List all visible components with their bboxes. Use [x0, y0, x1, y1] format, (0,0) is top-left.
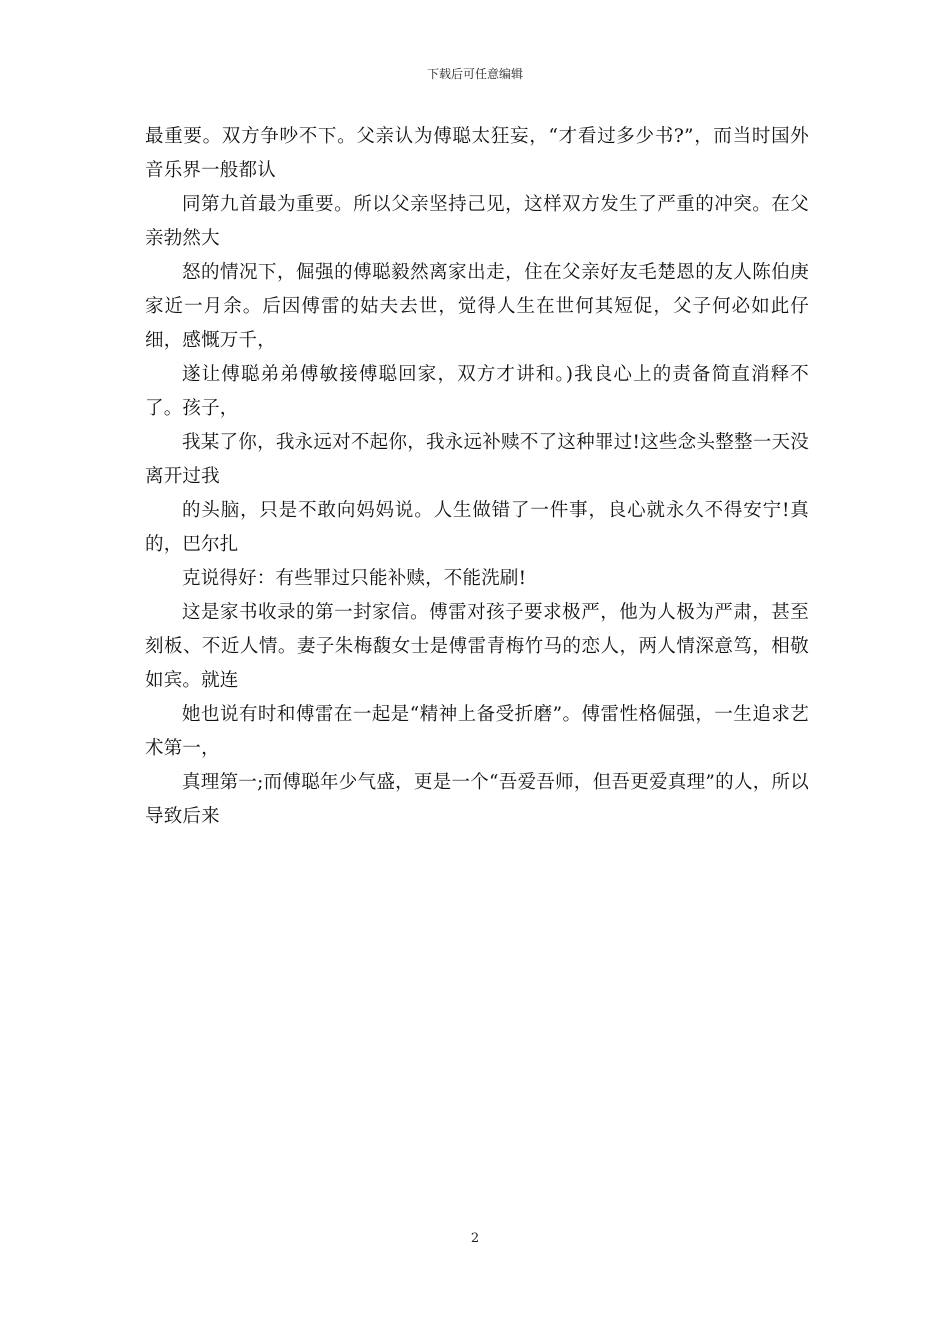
- paragraph-4: 遂让傅聪弟弟傅敏接傅聪回家，双方才讲和。)我良心上的责备简直消释不了。孩子，: [145, 364, 809, 419]
- paragraph-8: 这是家书收录的第一封家信。傅雷对孩子要求极严，他为人极为严肃，甚至刻板、不近人情。妻子朱梅馥女士是傅雷青梅竹马的恋人，两人情深意笃，相敬如宾。就连: [145, 602, 809, 691]
- paragraph-6: 的头脑，只是不敢向妈妈说。人生做错了一件事，良心就永久不得安宁!真的，巴尔扎: [145, 500, 809, 555]
- paragraph-1: 最重要。双方争吵不下。父亲认为傅聪太狂妄，“才看过多少书?”，而当时国外音乐界一般都认: [145, 126, 809, 181]
- paragraph-3: 怒的情况下，倔强的傅聪毅然离家出走，住在父亲好友毛楚恩的友人陈伯庚家近一月余。后因傅雷的姑夫去世，觉得人生在世何其短促，父子何必如此仔细，感慨万千，: [145, 262, 809, 351]
- paragraph-10: 真理第一;而傅聪年少气盛，更是一个“吾爱吾师，但吾更爱真理”的人，所以导致后来: [145, 772, 809, 827]
- paragraph-9: 她也说有时和傅雷在一起是“精神上备受折磨”。傅雷性格倔强，一生追求艺术第一，: [145, 704, 809, 759]
- paragraph-7: 克说得好：有些罪过只能补赎，不能洗刷!: [182, 568, 527, 589]
- paragraph-2: 同第九首最为重要。所以父亲坚持己见，这样双方发生了严重的冲突。在父亲勃然大: [145, 194, 809, 249]
- page-number: 2: [470, 1231, 480, 1246]
- document-body: [145, 120, 809, 834]
- paragraph-5: 我某了你，我永远对不起你，我永远补赎不了这种罪过!这些念头整整一天没离开过我: [145, 432, 809, 487]
- page-header: 下载后可任意编辑: [426, 67, 523, 81]
